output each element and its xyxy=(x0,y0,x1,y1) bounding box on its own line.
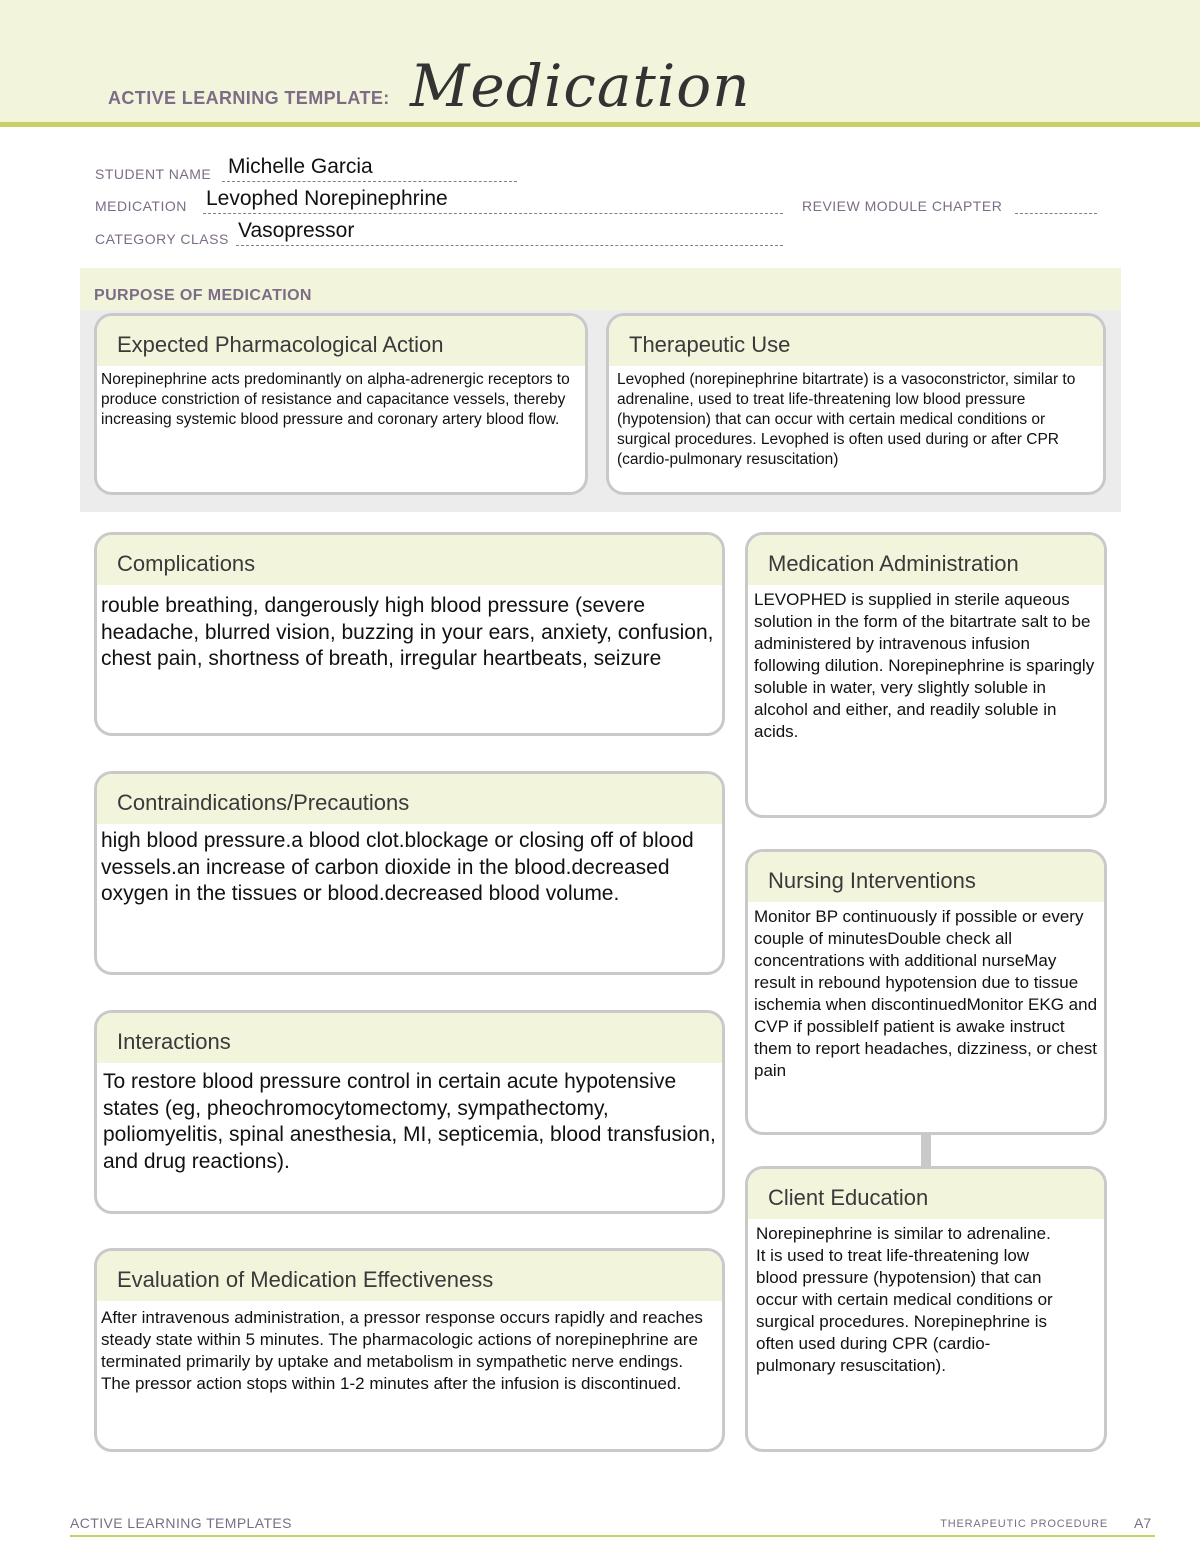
complications-text[interactable]: rouble breathing, dangerously high blood pressure (severe headache, blurred vision, buzzing in your ears, anxiety, confusion, chest pain, shortness of breath, irregular heartbeats, seizure xyxy=(101,594,714,670)
evaluation-title: Evaluation of Medication Effectiveness xyxy=(97,1251,722,1301)
therapeutic-use-title: Therapeutic Use xyxy=(609,316,1103,366)
interactions-box xyxy=(94,1010,725,1214)
connector-bar xyxy=(921,1132,931,1168)
client-education-title: Client Education xyxy=(748,1169,1104,1219)
nursing-box xyxy=(745,849,1107,1135)
nursing-text[interactable]: Monitor BP continuously if possible or every couple of minutesDouble check all concentrations with additional nurseMay result in rebound hypotension due to tissue ischemia when discontinuedMonitor EKG and CVP if possibleIf patient is awake instruct them to report headaches, dizziness, or chest pain xyxy=(754,907,1098,1080)
medication-line xyxy=(203,213,783,214)
administration-box xyxy=(745,532,1107,818)
student-name-value[interactable]: Michelle Garcia xyxy=(228,155,373,178)
category-class-value[interactable]: Vasopressor xyxy=(238,219,355,242)
evaluation-text[interactable]: After intravenous administration, a pressor response occurs rapidly and reaches steady state within 5 minutes. The pharmacologic actions of norepinephrine are terminated primarily by uptake and metabolism in sympathetic nerve endings. The pressor action stops within 1-2 minutes after the infusion is discontinued. xyxy=(101,1308,703,1393)
template-label: ACTIVE LEARNING TEMPLATE: xyxy=(108,88,390,108)
contraindications-title: Contraindications/Precautions xyxy=(97,774,722,824)
expected-action-box xyxy=(94,313,588,495)
expected-action-text[interactable]: Norepinephrine acts predominantly on alpha-adrenergic receptors to produce constriction of resistance and capacitance vessels, thereby increasing systemic blood pressure and coronary artery blood flow. xyxy=(101,371,570,428)
interactions-text[interactable]: To restore blood pressure control in certain acute hypotensive states (eg, pheochromocytomectomy, sympathectomy, poliomyelitis, spinal anesthesia, MI, septicemia, blood transfusion, and drug reactions). xyxy=(103,1070,716,1173)
nursing-title: Nursing Interventions xyxy=(748,852,1104,902)
medication-value[interactable]: Levophed Norepinephrine xyxy=(206,187,448,210)
contraindications-text[interactable]: high blood pressure.a blood clot.blockage or closing off of blood vessels.an increase of carbon dioxide in the blood.decreased oxygen in the tissues or blood.decreased blood volume. xyxy=(101,829,694,905)
student-name-line xyxy=(222,181,517,182)
header-rule xyxy=(0,122,1200,127)
footer-left: ACTIVE LEARNING TEMPLATES xyxy=(70,1515,292,1531)
therapeutic-use-box xyxy=(606,313,1106,495)
administration-title: Medication Administration xyxy=(748,535,1104,585)
complications-box xyxy=(94,532,725,736)
student-name-label: STUDENT NAME xyxy=(95,166,212,182)
footer-rule xyxy=(70,1535,1155,1537)
medication-label: MEDICATION xyxy=(95,198,187,214)
review-module-line[interactable] xyxy=(1015,213,1097,214)
complications-title: Complications xyxy=(97,535,722,585)
administration-text[interactable]: LEVOPHED is supplied in sterile aqueous solution in the form of the bitartrate salt to be administered by intravenous infusion following dilution. Norepinephrine is sparingly soluble in water, very slightly soluble in alcohol and either, and readily soluble in acids. xyxy=(754,590,1095,741)
review-module-label: REVIEW MODULE CHAPTER xyxy=(802,198,1003,214)
page-title: Medication xyxy=(410,52,751,120)
category-class-label: CATEGORY CLASS xyxy=(95,231,229,247)
expected-action-title: Expected Pharmacological Action xyxy=(97,316,585,366)
purpose-label: PURPOSE OF MEDICATION xyxy=(94,287,312,304)
footer-page: A7 xyxy=(1134,1515,1152,1531)
footer-right: THERAPEUTIC PROCEDURE xyxy=(940,1518,1108,1530)
contraindications-box xyxy=(94,771,725,975)
category-class-line xyxy=(236,245,783,246)
interactions-title: Interactions xyxy=(97,1013,722,1063)
therapeutic-use-text[interactable]: Levophed (norepinephrine bitartrate) is a vasoconstrictor, similar to adrenaline, used to treat life-threatening low blood pressure (hypotension) that can occur with certain medical conditions or surgical procedures. Levophed is often used during or after CPR (cardio-pulmonary resuscitation) xyxy=(617,371,1076,468)
evaluation-box xyxy=(94,1248,725,1452)
client-education-text[interactable]: Norepinephrine is similar to adrenaline. It is used to treat life-threatening low blood pressure (hypotension) that can occur with certain medical conditions or surgical procedures. Norepinephrine is often used during CPR (cardio-pulmonary resuscitation). xyxy=(756,1224,1053,1375)
client-education-box xyxy=(745,1166,1107,1452)
